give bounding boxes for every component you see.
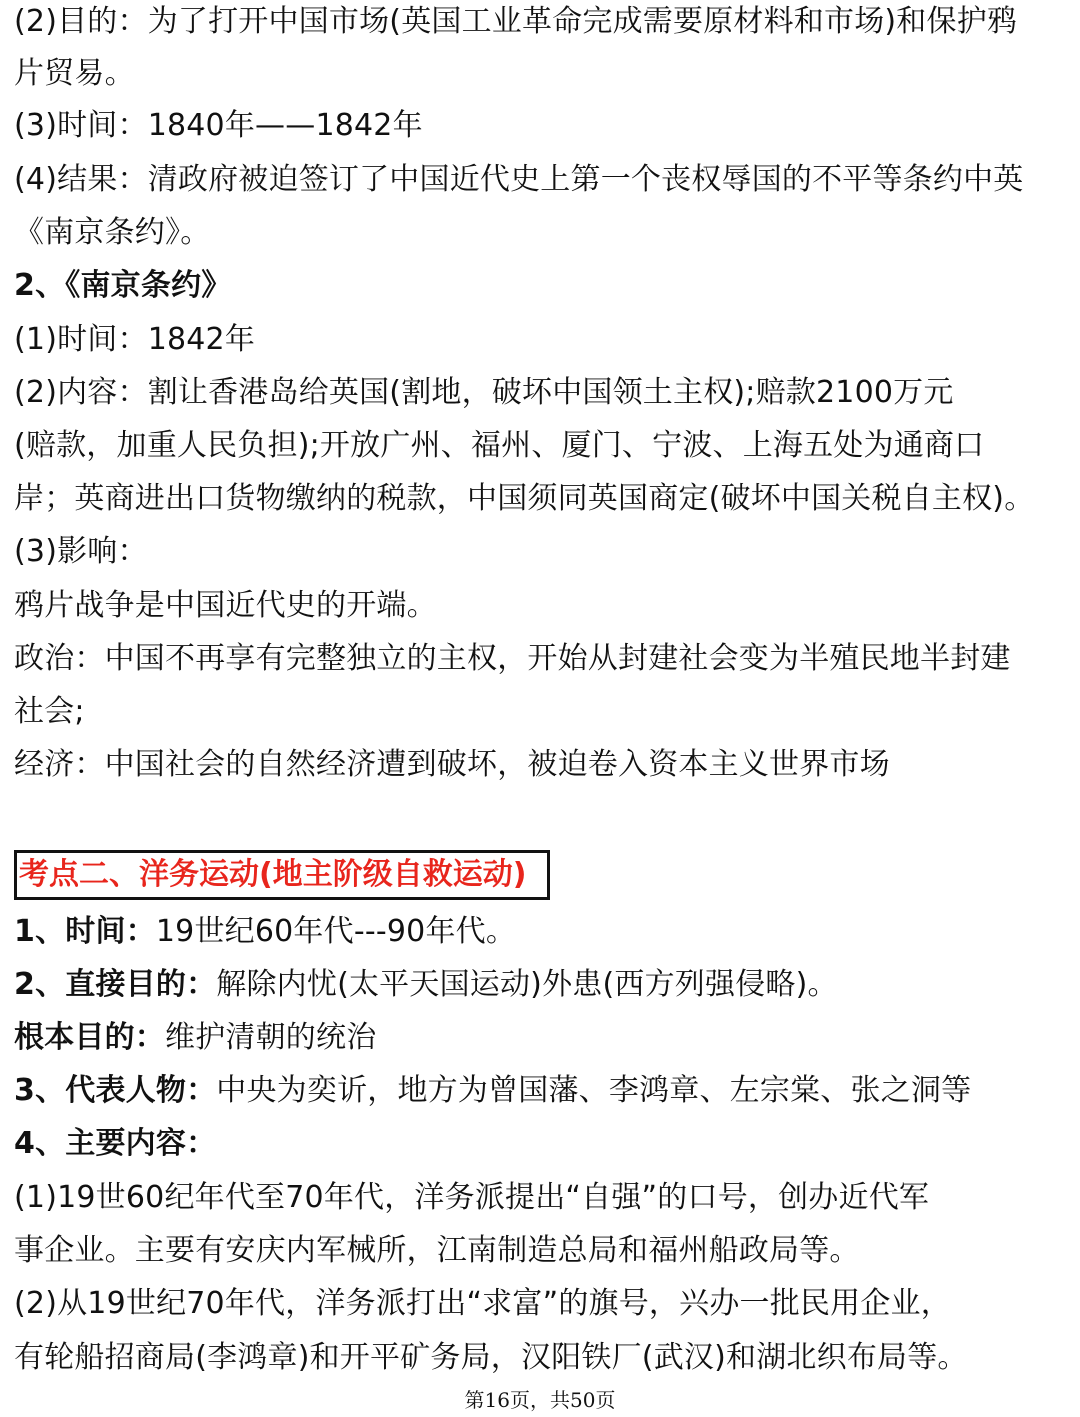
item-label: 1、时间： [14,914,156,949]
text-line: 岸；英商进出口货物缴纳的税款，中国须同英国商定(破坏中国关税自主权)。 [14,481,1035,516]
text-line: (1)时间：1842年 [14,322,256,357]
text-line: 片贸易。 [14,56,135,91]
subsection-heading: 2、《南京条约》 [14,268,232,303]
item-value: 解除内忧(太平天国运动)外患(西方列强侵略)。 [216,967,838,1002]
item-time [14,912,1070,952]
item-direct-purpose [14,965,1070,1005]
text-line: 事企业。主要有安庆内军械所，江南制造总局和福州船政局等。 [14,1233,860,1268]
text-line: 经济：中国社会的自然经济遭到破坏，被迫卷入资本主义世界市场 [14,747,890,782]
item-value: 中央为奕䜣，地方为曾国藩、李鸿章、左宗棠、张之洞等 [216,1073,972,1108]
text-line: 有轮船招商局(李鸿章)和开平矿务局，汉阳铁厂(武汉)和湖北织布局等。 [14,1340,968,1375]
item-content [14,1124,1070,1164]
text-line: 政治：中国不再享有完整独立的主权，开始从封建社会变为半殖民地半封建 [14,641,1011,676]
section-title-box: 考点二、洋务运动(地主阶级自救运动) [14,850,550,900]
text-line: 鸦片战争是中国近代史的开端。 [14,588,437,623]
item-value: 19世纪60年代---90年代。 [155,914,517,949]
item-label: 2、直接目的： [14,967,217,1002]
text-line: 社会; [14,694,85,729]
item-value: 维护清朝的统治 [165,1020,377,1055]
text-line: (赔款，加重人民负担);开放广州、福州、厦门、宁波、上海五处为通商口 [14,428,985,463]
text-line: (1)19世60纪年代至70年代，洋务派提出“自强”的口号，创办近代军 [14,1180,930,1215]
text-line: (2)内容：割让香港岛给英国(割地，破坏中国领土主权);赔款2100万元 [14,375,954,410]
text-line: 《南京条约》。 [14,215,211,250]
text-line: (2)目的：为了打开中国市场(英国工业革命完成需要原材料和市场)和保护鸦 [14,4,1018,39]
text-line: (4)结果：清政府被迫签订了中国近代史上第一个丧权辱国的不平等条约中英 [14,162,1024,197]
text-line: (3)影响： [14,534,148,569]
item-figures [14,1071,1070,1111]
text-line: (3)时间：1840年——1842年 [14,108,423,143]
text-line: (2)从19世纪70年代，洋务派打出“求富”的旗号，兴办一批民用企业， [14,1286,951,1321]
item-label: 3、代表人物： [14,1073,217,1108]
item-label: 根本目的： [14,1020,165,1055]
page-number-footer: 第16页，共50页 [464,1388,616,1412]
item-label: 4、主要内容： [14,1126,217,1161]
item-fundamental-purpose [14,1018,1070,1058]
